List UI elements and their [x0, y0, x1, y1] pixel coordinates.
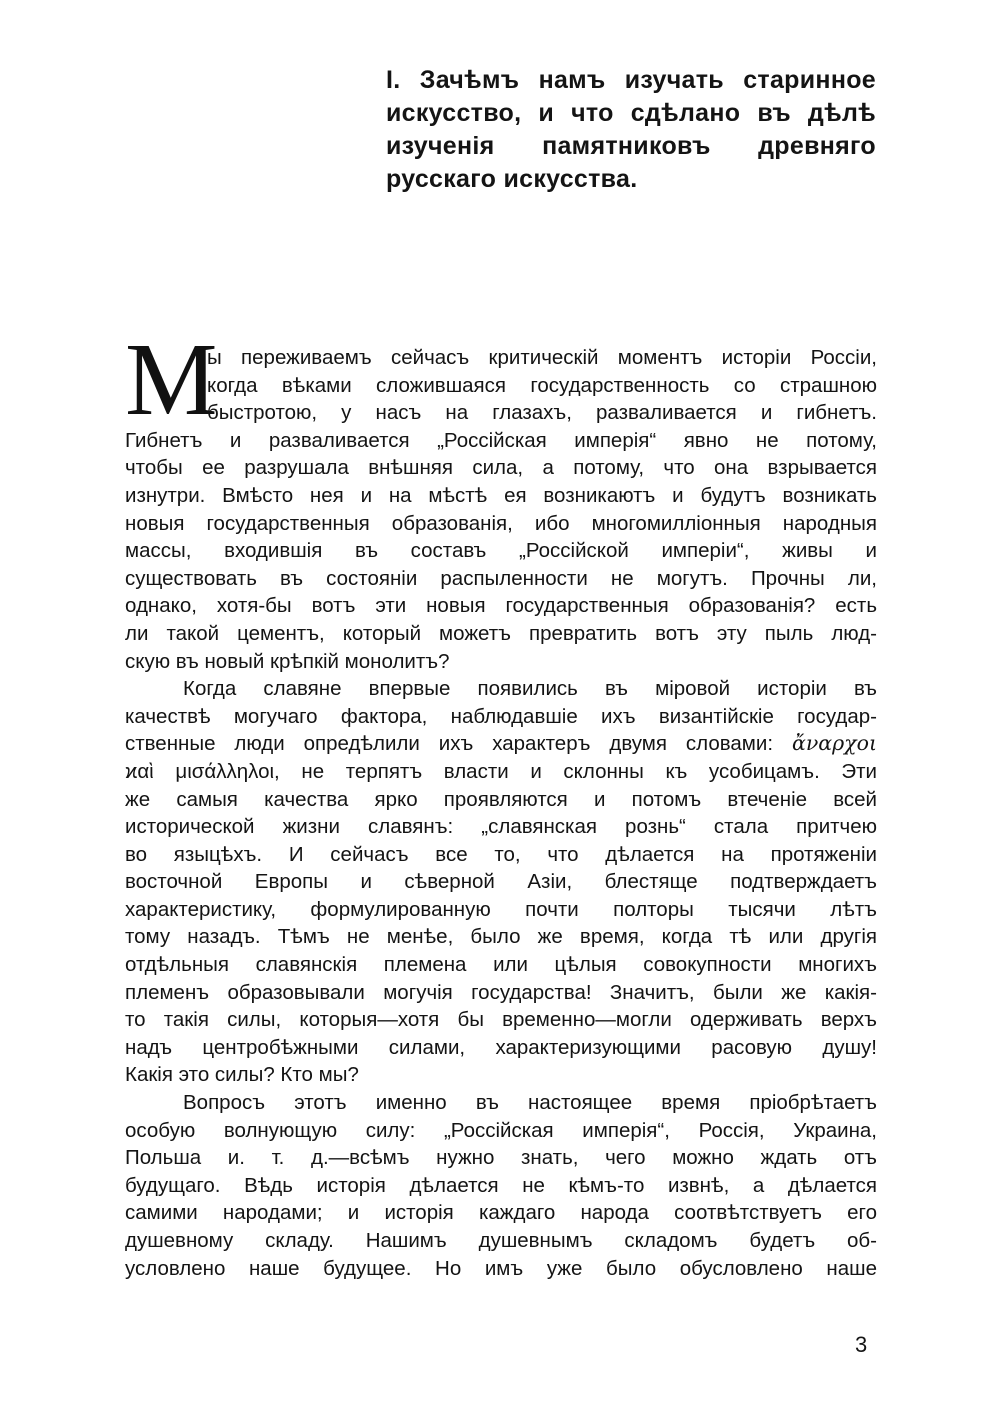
text-line: характеристику, формулированную почти полторы тысячи лѣтъ: [125, 897, 877, 921]
text-line: во языцѣхъ. И сейчасъ все то, что дѣлается на протяженіи: [125, 842, 877, 866]
text-line: исторической жизни славянъ: „славянская рознь“ стала притчею: [125, 815, 877, 839]
text-line: тому назадъ. Тѣмъ не менѣе, было же время, когда тѣ или другія: [125, 925, 877, 949]
text-line: скую въ новый крѣпкій монолитъ?: [125, 649, 450, 673]
text-line: Какія это силы? Кто мы?: [125, 1063, 359, 1087]
text-line: отдѣльныя славянскія племена или цѣлыя совокупности многихъ: [125, 953, 877, 977]
text-line: Когда славяне впервые появились въ міровой исторіи въ: [183, 677, 877, 701]
text-line: Вопросъ этотъ именно въ настоящее время пріобрѣтаетъ: [183, 1091, 877, 1115]
chapter-heading: [386, 64, 876, 196]
heading-line: изученія памятниковъ древняго: [386, 132, 876, 160]
text-line: Гибнетъ и разваливается „Россійская имперія“ явно не потому,: [125, 428, 877, 452]
text-line: чтобы ее разрушала внѣшняя сила, а потому, что она взрывается: [125, 456, 877, 480]
text-line: особую волнующую силу: „Россійская имперія“, Россія, Украина,: [125, 1118, 877, 1142]
text-line: однако, хотя-бы вотъ эти новыя государственныя образованія? есть: [125, 594, 877, 618]
page-number: 3: [855, 1332, 868, 1357]
text-line: Польша и. т. д.—всѣмъ нужно знать, чего можно ждать отъ: [125, 1146, 877, 1170]
text-line: [125, 730, 877, 758]
heading-line: искусство, и что сдѣлано въ дѣлѣ: [386, 99, 876, 127]
text-line: быстротою, у насъ на глазахъ, разваливается и гибнетъ.: [207, 401, 877, 425]
heading-line: I. Зачѣмъ намъ изучать старинное: [386, 66, 876, 94]
text-line: самими народами; и исторія каждаго народа соотвѣтствуетъ его: [125, 1201, 877, 1225]
text-line: новыя государственныя образованія, ибо многомилліонныя народныя: [125, 511, 877, 535]
greek-word: ἄναρχοι: [791, 731, 877, 756]
text-line: ы переживаемъ сейчасъ критическій моментъ исторіи Россіи,: [207, 346, 877, 369]
text-line: душевному складу. Нашимъ душевнымъ складомъ будетъ об-: [125, 1229, 877, 1252]
text-line: же самыя качества ярко проявляются и потомъ втеченіе всей: [125, 787, 877, 811]
text-line: восточной Европы и сѣверной Азіи, блестяще подтверждаетъ: [125, 870, 877, 894]
text-line: условлено наше будущее. Но имъ уже было обусловлено наше: [125, 1256, 877, 1280]
text-line: племенъ образовывали могучія государства! Значитъ, были же какія-: [125, 980, 877, 1004]
text-line: будущаго. Вѣдь исторія дѣлается не кѣмъ-то извнѣ, а дѣлается: [125, 1173, 877, 1197]
text-line: ли такой цементъ, который можетъ превратить вотъ эту пыль люд-: [125, 621, 877, 645]
heading-line: русскаго искусства.: [386, 165, 638, 193]
body-text: [125, 344, 877, 1282]
drop-cap: М: [125, 322, 218, 437]
text-line: то такія силы, которыя—хотя бы временно—могли одерживать верхъ: [125, 1008, 877, 1032]
text-line: качествѣ могучаго фактора, наблюдавшіе ихъ византійскіе государ-: [125, 704, 877, 728]
text-line-part: ственные люди опредѣлили ихъ характеръ двумя словами:: [125, 732, 774, 756]
text-line: ϰαὶ μισάλληλοι, не терпятъ власти и склонны къ усобицамъ. Эти: [125, 759, 877, 783]
text-line: массы, входившія въ составъ „Россійской имперіи“, живы и: [125, 539, 877, 563]
text-line: изнутри. Вмѣсто нея и на мѣстѣ ея возникаютъ и будутъ возникать: [125, 483, 877, 507]
text-line: надъ центробѣжными силами, характеризующими расовую душу!: [125, 1035, 877, 1059]
text-line: когда вѣками сложившаяся государственность со страшною: [207, 373, 877, 397]
text-line: существовать въ состояніи распыленности не могутъ. Прочны ли,: [125, 566, 877, 590]
